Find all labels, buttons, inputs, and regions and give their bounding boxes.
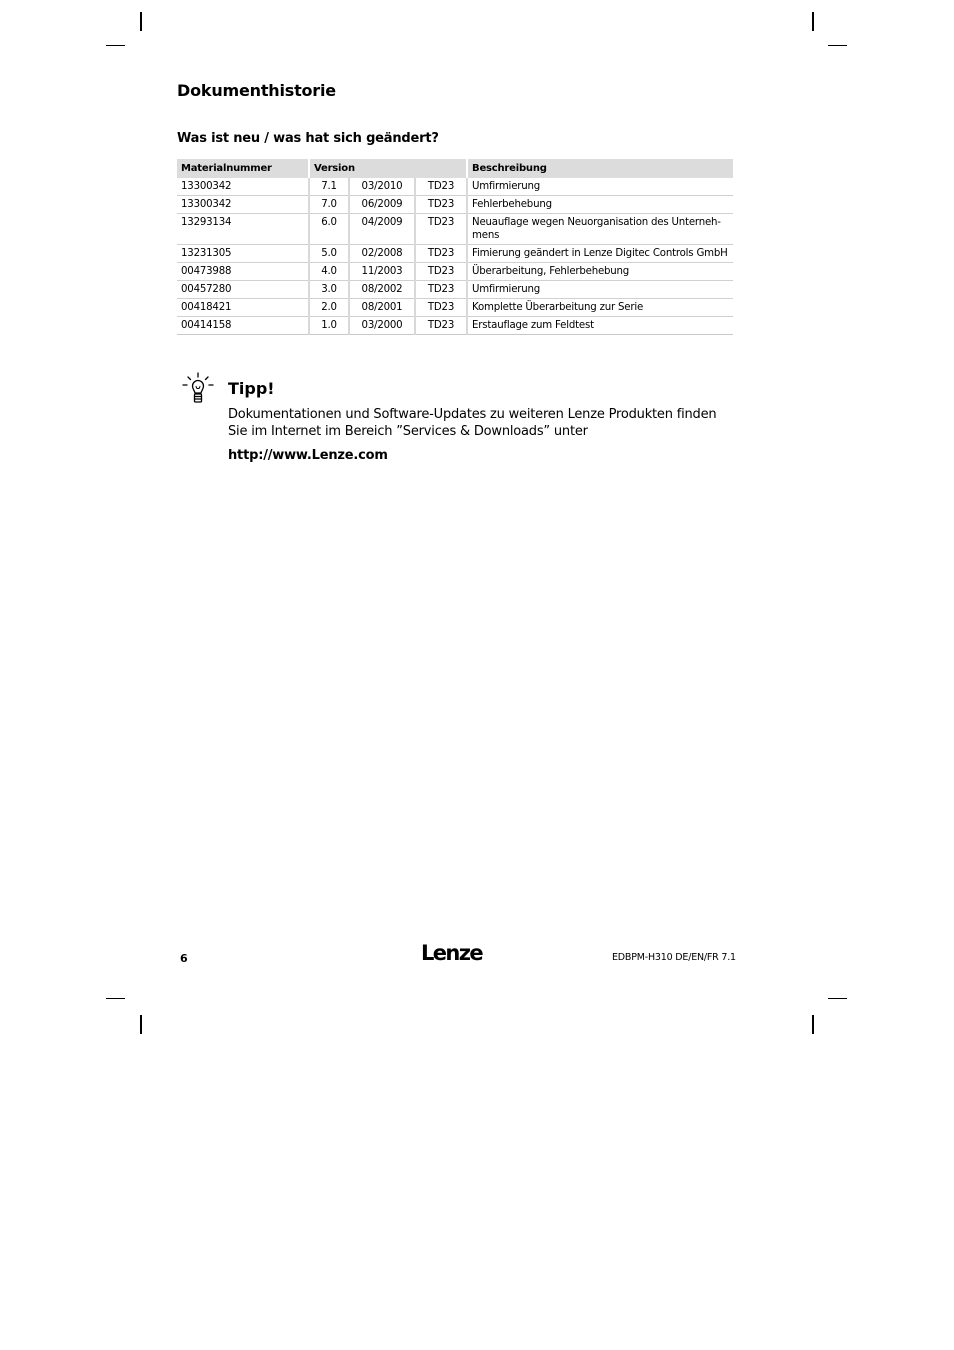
description-cell: Umfirmierung: [467, 281, 733, 299]
table-row: [177, 281, 733, 299]
td-cell: TD23: [415, 214, 467, 245]
description-cell: Komplette Überarbeitung zur Serie: [467, 299, 733, 317]
date-cell: 11/2003: [349, 263, 415, 281]
tip-text: Dokumentationen und Software-Updates zu weiteren Lenze Produkten finden Sie im Internet im Bereich ”Services & Downloads” unter: [228, 407, 717, 439]
version-cell: 5.0: [309, 245, 349, 263]
material-number-cell: 00414158: [177, 317, 309, 335]
lenze-logo: Lenze: [421, 941, 483, 965]
crop-mark: [106, 998, 125, 999]
crop-mark: [828, 45, 847, 46]
td-cell: TD23: [415, 281, 467, 299]
page-number: 6: [180, 952, 188, 965]
table-header-row: [177, 159, 733, 178]
crop-mark: [812, 12, 814, 31]
table-row: [177, 299, 733, 317]
date-cell: 04/2009: [349, 214, 415, 245]
material-number-cell: 00457280: [177, 281, 309, 299]
table-row: [177, 317, 733, 335]
crop-mark: [828, 998, 847, 999]
version-cell: 7.0: [309, 196, 349, 214]
version-cell: 3.0: [309, 281, 349, 299]
website-link[interactable]: http://www.Lenze.com: [228, 448, 388, 463]
date-cell: 03/2000: [349, 317, 415, 335]
table-row: [177, 245, 733, 263]
section-title: Was ist neu / was hat sich geändert?: [177, 131, 439, 146]
version-cell: 2.0: [309, 299, 349, 317]
date-cell: 02/2008: [349, 245, 415, 263]
crop-mark: [812, 1015, 814, 1034]
material-number-cell: 13300342: [177, 196, 309, 214]
history-table: [177, 159, 733, 335]
td-cell: TD23: [415, 245, 467, 263]
header-beschreibung: Beschreibung: [467, 159, 733, 178]
table-row: [177, 196, 733, 214]
version-cell: 1.0: [309, 317, 349, 335]
material-number-cell: 00473988: [177, 263, 309, 281]
material-number-cell: 13300342: [177, 178, 309, 196]
description-cell: Neuauflage wegen Neuorganisation des Unterneh- mens: [467, 214, 733, 245]
version-cell: 4.0: [309, 263, 349, 281]
description-cell: Umfirmierung: [467, 178, 733, 196]
crop-mark: [106, 45, 125, 46]
td-cell: TD23: [415, 317, 467, 335]
description-cell: Fehlerbehebung: [467, 196, 733, 214]
td-cell: TD23: [415, 196, 467, 214]
description-cell: Fimierung geändert in Lenze Digitec Controls GmbH: [467, 245, 733, 263]
material-number-cell: 13293134: [177, 214, 309, 245]
table-row: [177, 214, 733, 245]
description-cell: Erstauflage zum Feldtest: [467, 317, 733, 335]
td-cell: TD23: [415, 178, 467, 196]
version-cell: 7.1: [309, 178, 349, 196]
lightbulb-icon: [182, 372, 216, 406]
description-cell: Überarbeitung, Fehlerbehebung: [467, 263, 733, 281]
crop-mark: [140, 1015, 142, 1034]
td-cell: TD23: [415, 299, 467, 317]
page-title: Dokumenthistorie: [177, 81, 336, 100]
header-version: Version: [309, 159, 467, 178]
td-cell: TD23: [415, 263, 467, 281]
table-row: [177, 178, 733, 196]
header-materialnummer: Materialnummer: [177, 159, 309, 178]
date-cell: 08/2001: [349, 299, 415, 317]
table-body: [177, 178, 733, 335]
material-number-cell: 13231305: [177, 245, 309, 263]
date-cell: 08/2002: [349, 281, 415, 299]
tip-title: Tipp!: [228, 379, 275, 398]
date-cell: 03/2010: [349, 178, 415, 196]
document-code: EDBPM-H310 DE/EN/FR 7.1: [612, 952, 736, 963]
crop-mark: [140, 12, 142, 31]
material-number-cell: 00418421: [177, 299, 309, 317]
version-cell: 6.0: [309, 214, 349, 245]
table-row: [177, 263, 733, 281]
date-cell: 06/2009: [349, 196, 415, 214]
